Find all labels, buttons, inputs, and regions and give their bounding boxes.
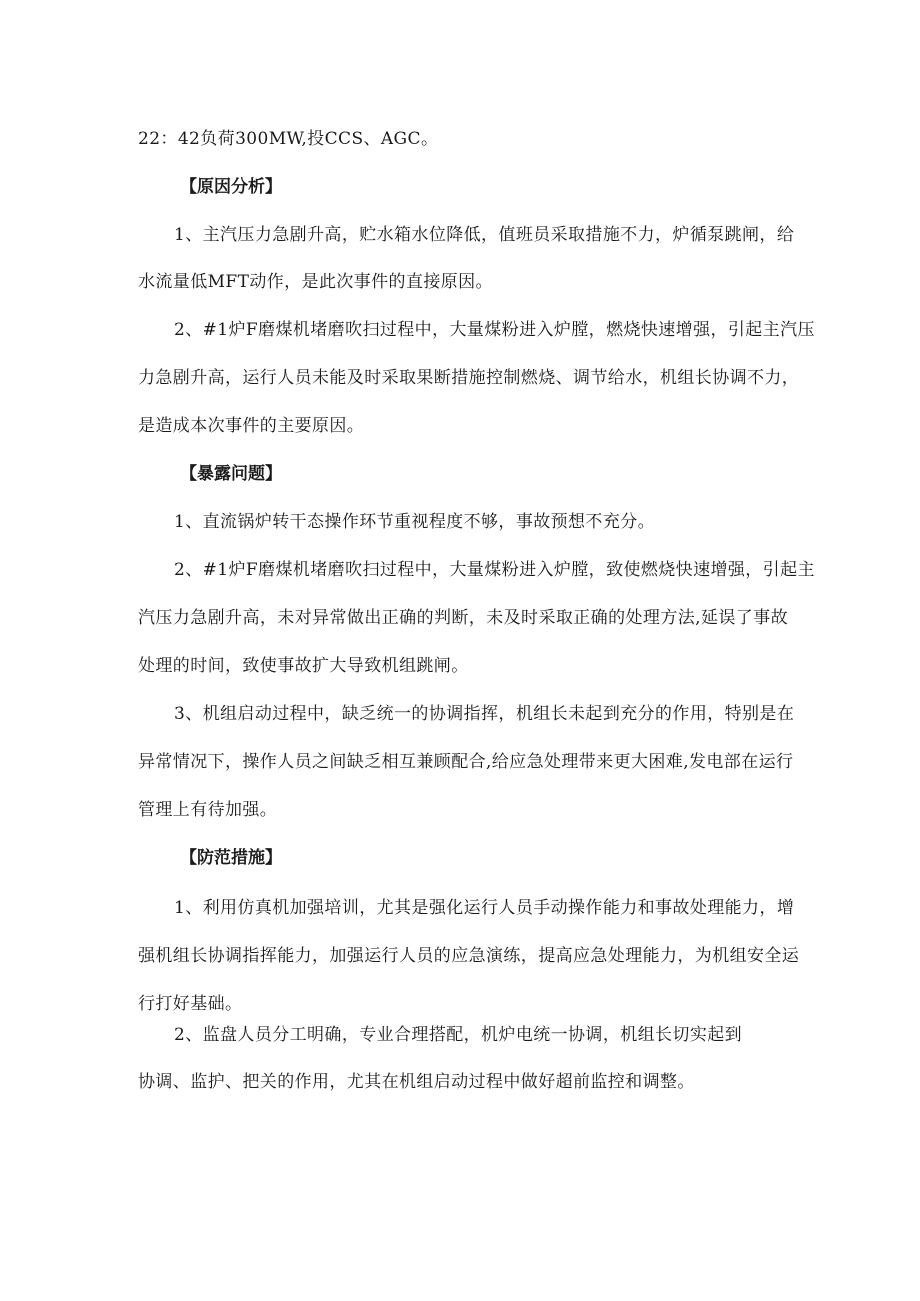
problem-item-2-line-2: 汽压力急剧升高，未对异常做出正确的判断，未及时采取正确的处理方法,延误了事故 bbox=[138, 608, 788, 628]
cause-item-1-line-2: 水流量低MFT动作，是此次事件的直接原因。 bbox=[138, 272, 493, 292]
problem-item-3-line-2: 异常情况下，操作人员之间缺乏相互兼顾配合,给应急处理带来更大困难,发电部在运行 bbox=[138, 752, 794, 772]
problem-item-2-line-3: 处理的时间，致使事故扩大导致机组跳闸。 bbox=[138, 656, 469, 676]
problem-item-2-line-1: 2、#1炉F磨煤机堵磨吹扫过程中，大量煤粉进入炉膛，致使燃烧快速增强，引起主 bbox=[174, 560, 815, 580]
intro-line: 22：42负荷300MW,投CCS、AGC。 bbox=[138, 129, 439, 149]
cause-item-2-line-3: 是造成本次事件的主要原因。 bbox=[138, 416, 365, 436]
measure-item-1-line-3: 行打好基础。 bbox=[138, 994, 243, 1014]
preventive-measures-heading: 【防范措施】 bbox=[180, 848, 282, 868]
exposed-problems-heading: 【暴露问题】 bbox=[180, 464, 282, 484]
measure-item-2-line-1: 2、监盘人员分工明确，专业合理搭配，机炉电统一协调，机组长切实起到 bbox=[174, 1025, 743, 1045]
cause-item-2-line-1: 2、#1炉F磨煤机堵磨吹扫过程中，大量煤粉进入炉膛，燃烧快速增强，引起主汽压 bbox=[174, 320, 815, 340]
problem-item-3-line-3: 管理上有待加强。 bbox=[138, 800, 278, 820]
cause-item-2-line-2: 力急剧升高，运行人员未能及时采取果断措施控制燃烧、调节给水，机组长协调不力， bbox=[138, 368, 800, 388]
problem-item-1-line-1: 1、直流锅炉转干态操作环节重视程度不够，事故预想不充分。 bbox=[174, 512, 656, 532]
measure-item-2-line-2: 协调、监护、把关的作用，尤其在机组启动过程中做好超前监控和调整。 bbox=[138, 1072, 695, 1092]
problem-item-3-line-1: 3、机组启动过程中，缺乏统一的协调指挥，机组长未起到充分的作用，特别是在 bbox=[174, 704, 795, 724]
cause-analysis-heading: 【原因分析】 bbox=[180, 177, 282, 197]
measure-item-1-line-1: 1、利用仿真机加强培训，尤其是强化运行人员手动操作能力和事故处理能力，增 bbox=[174, 898, 795, 918]
measure-item-1-line-2: 强机组长协调指挥能力，加强运行人员的应急演练，提高应急处理能力，为机组安全运 bbox=[138, 946, 800, 966]
cause-item-1-line-1: 1、主汽压力急剧升高，贮水箱水位降低，值班员采取措施不力，炉循泵跳闸，给 bbox=[174, 225, 795, 245]
